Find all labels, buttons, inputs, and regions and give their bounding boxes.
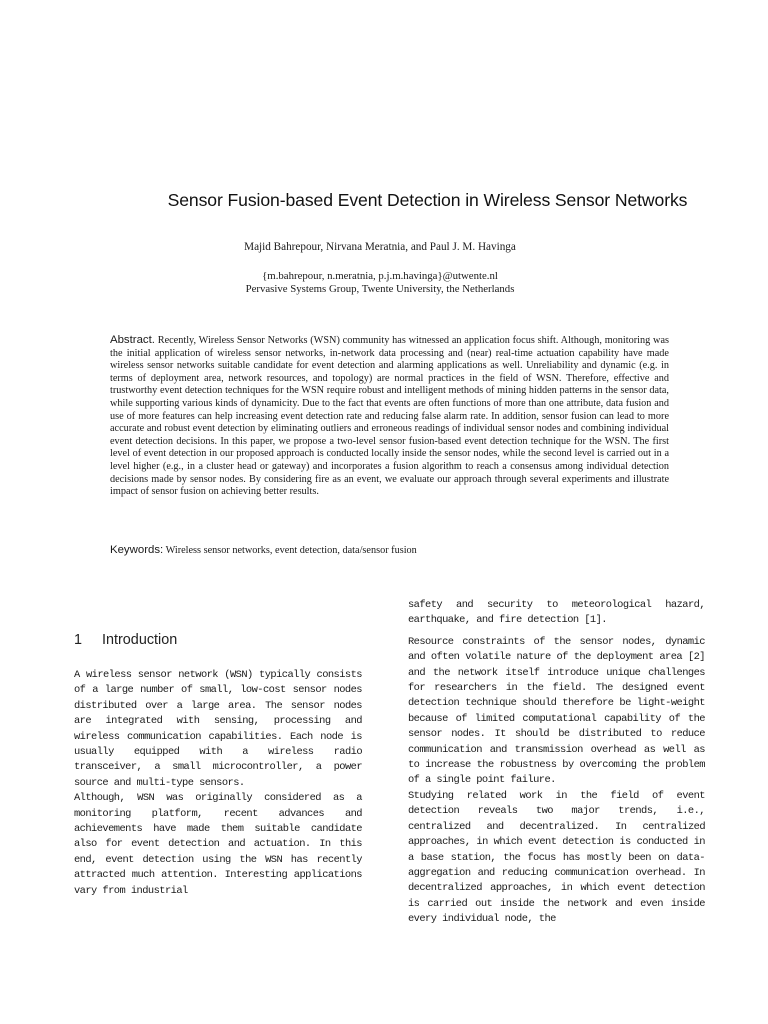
body-paragraph: Studying related work in the field of event detection reveals two major trends, i.e., centralized and decentralized. In centralized approaches, in which event detection is conducted in a base station, the focus has mostly been on data-aggregation and reducing communication overhead. In decentralized approaches, in which event detection is carried out inside the network and even inside every individual node, the [408, 789, 705, 926]
keywords-text: Wireless sensor networks, event detection, data/sensor fusion [165, 545, 417, 556]
body-paragraph: Although, WSN was originally considered as a monitoring platform, recent advances and achievements have made them suitable candidate also for event detection and actuation. In this end, event detection using the WSN has recently attracted much attention. Interesting applications vary from industrial [74, 792, 362, 897]
body-paragraph: Resource constraints of the sensor nodes, dynamic and often volatile nature of the deployment area [2] and the network itself introduce unique challenges for researchers in the field. The designed event detection technique should therefore be light-weight because of limited computational capability of the sensor nodes. It should be distributed to reduce communication and transmission overhead as well as to increase the robustness by overcoming the problem of a single point failure. [408, 635, 705, 787]
body-column-left [74, 668, 362, 899]
section-heading-introduction [74, 632, 177, 648]
section-title: Introduction [102, 632, 178, 648]
abstract [110, 334, 669, 499]
abstract-text: Recently, Wireless Sensor Networks (WSN) community has witnessed an application focus shift. Although, monitoring was the initial application of wireless sensor networks, in-network data processing and (near) real-time actuation capability have made wireless sensor networks suitable candidate for event detection and alarming applications as well. Unreliability and dynamic (e.g. in terms of deployment area, network resources, and topology) are normal practices in the field of WSN. Therefore, effective and trustworthy event detection techniques for the WSN require robust and intelligent methods of mining hidden patterns in the sensor data, while supporting various kinds of dynamicity. Due to the fact that events are often functions of more than one attribute, data fusion and use of more features can help increasing event detection rate and reducing false alarm rate. In addition, sensor fusion can lead to more accurate and robust event detection by eliminating outliers and erroneous readings of individual sensor nodes and combining individual event detection decisions. In this paper, we propose a two-level sensor fusion-based event detection technique for the WSN. The first level of event detection in our proposed approach is conducted locally inside the sensor nodes, while the second level is carried out in a level higher (e.g., in a cluster head or gateway) and incorporates a fusion algorithm to reach a consensus among individual detection decisions made by sensor nodes. By considering fire as an event, we evaluate our approach through several experiments and illustrate impact of sensor fusion on achieving better results. [110, 335, 669, 498]
author-email: {m.bahrepour, n.meratnia, p.j.m.havinga}@utwente.nl [262, 270, 498, 282]
body-paragraph: A wireless sensor network (WSN) typically consists of a large number of small, low-cost sensor nodes distributed over a large area. The sensor nodes are integrated with sensing, processing and wireless communication capabilities. Each node is usually equipped with a wireless radio transceiver, a small microcontroller, a power source and multi-type sensors. [74, 669, 362, 789]
section-number: 1 [74, 632, 83, 648]
paper-title: Sensor Fusion-based Event Detection in Wireless Sensor Networks [167, 190, 688, 210]
body-column-right [408, 598, 705, 928]
author-affiliation [170, 270, 590, 296]
abstract-label: Abstract. [110, 334, 155, 346]
keywords-label: Keywords: [110, 544, 164, 556]
author-list: Majid Bahrepour, Nirvana Meratnia, and Paul J. M. Havinga [244, 241, 516, 253]
keywords [110, 544, 669, 556]
affiliation-text: Pervasive Systems Group, Twente University, the Netherlands [245, 283, 515, 295]
body-paragraph: safety and security to meteorological hazard, earthquake, and fire detection [1]. [408, 599, 705, 627]
